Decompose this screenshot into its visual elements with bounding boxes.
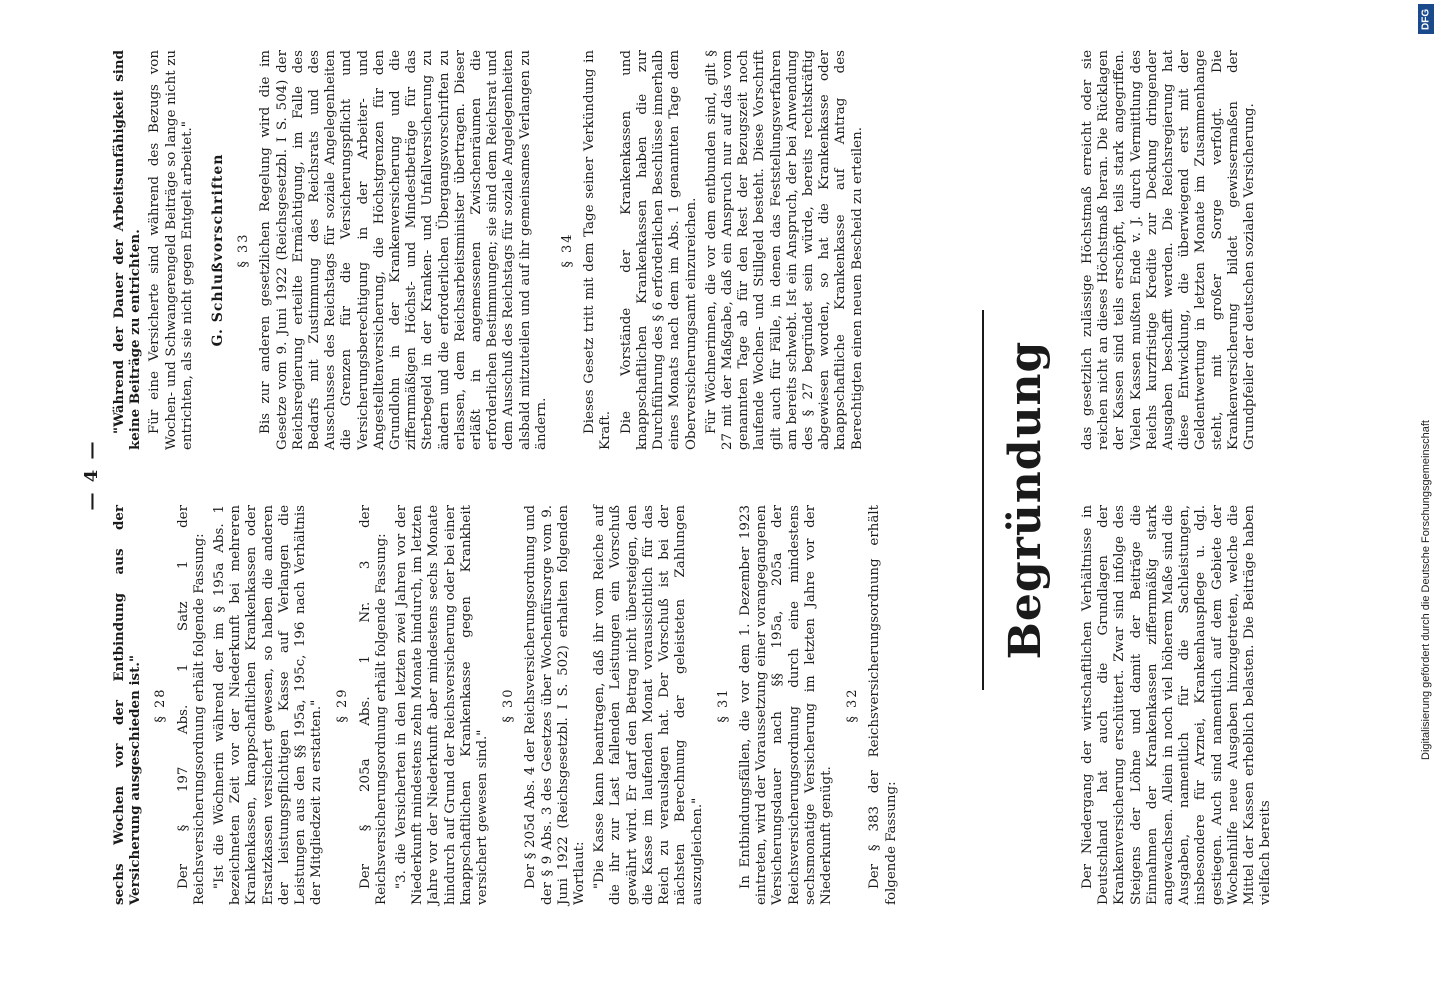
digitization-note: Digitalisierung gefördert durch die Deutsche Forschungsgemeinschaft	[1420, 420, 1432, 760]
horizontal-rule	[982, 310, 984, 690]
begruendung-left-column	[1080, 505, 1278, 905]
section-34-text-3: Für Wöchnerinnen, die vor dem entbunden sind, gilt § 27 mit der Maßgabe, daß ein Anspruch nur auf das vom genannten Tage ab für den Rest der Bezugszeit noch laufende Wochen- und Stillgeld besteht. Diese Vorschrift gilt auch für Fälle, in denen das Feststellungsverfahren am bereits schwebt. Ist ein Anspruch, der bei Anwendung des § 27 begründet sein würde, bereits rechtskräftig abgewiesen worden, so hat die Krankenkasse oder knappschaftliche Krankenkasse auf Antrag des Berechtigten einen neuen Bescheid zu erteilen.	[703, 50, 865, 450]
section-29-text: Der § 205a Abs. 1 Nr. 3 der Reichsversicherungsordnung erhält folgende Fassung:	[357, 505, 389, 905]
section-30-text: Der § 205d Abs. 4 der Reichsversicherungsordnung und der § 9 Abs. 3 des Gesetzes über Wochenfürsorge vom 9. Juni 1922 (Reichsgesetzbl. I S. 502) erhalten folgenden Wortlaut:	[523, 505, 588, 905]
page-number: — 4 —	[81, 439, 102, 511]
intro-quote-continued: Für eine Versicherte sind während des Bezugs von Wochen- und Schwangerengeld Beiträge so lange nicht zu entrichten, als sie nicht gegen Entgelt arbeitet."	[147, 50, 195, 450]
section-29-quote: "3. die Versicherten in den letzten zwei Jahren vor der Niederkunft mindestens zehn Monate hindurch, im letzten Jahre vor der Niederkunft aber mindestens sechs Monate hindurch auf Grund der Reichsversicherung oder bei einer knappschaftlichen Krankenkasse gegen Krankheit versichert gewesen sind."	[394, 505, 491, 905]
section-34-sign: § 34	[560, 232, 576, 268]
begruendung-right-paragraph: das gesetzlich zulässige Höchstmaß erreicht oder sie reichen nicht an dieses Höchstmaß heran. Die Rücklagen der Kassen sind teils erschöpft, teils stark angegriffen. Vielen Kassen mußten Ende v. J. durch Vermittlung des Reichs kurzfristige Kredite zur Deckung dringender Ausgaben beschafft werden. Die Reichsregierung hat diese Entwicklung, die überwiegend erst mit der Geldentwertung in letzten Monate im Zusammenhange steht, mit großer Sorge verfolgt. Die Krankenversicherung bildet gewissermaßen der Grundpfeiler der deutschen sozialen Versicherung.	[1080, 50, 1258, 450]
section-30-quote: "Die Kasse kann beantragen, daß ihr vom Reiche auf die ihr zur Last fallenden Leistungen ein Vorschuß gewährt wird. Er darf den Betrag nicht übersteigen, den die Kasse im laufenden Monat voraussichtlich für das Reich zu verauslagen hat. Der Vorschuß ist bei der nächsten Berechnung der geleisteten Zahlungen auszugleichen."	[592, 505, 705, 905]
section-31-sign: § 31	[715, 687, 731, 723]
section-33-sign: § 33	[236, 232, 252, 268]
section-28-quote: "Ist die Wöchnerin während der im § 195a Abs. 1 bezeichneten Zeit vor der Niederkunft bei mehreren Krankenkassen, knappschaftlichen Krankenkassen oder Ersatzkassen versichert gewesen, so haben die anderen der leistungspflichtigen Kasse auf Verlangen die Leistungen aus den §§ 195a, 195c, 196 nach Verhältnis der Mitgliedzeit zu erstatten."	[212, 505, 325, 905]
section-29-sign: § 29	[335, 687, 351, 723]
section-28-text: Der § 197 Abs. 1 Satz 1 der Reichsversicherungsordnung erhält folgende Fassung:	[175, 505, 207, 905]
begruendung-title: Begründung	[1000, 340, 1051, 660]
right-column	[111, 50, 870, 450]
intro-quote: "Während der Dauer der Arbeitsunfähigkeit sind keine Beiträge zu entrichten.	[111, 50, 144, 450]
lower-text-band	[1080, 45, 1390, 905]
section-33-text: Bis zur anderen gesetzlichen Regelung wird die im Gesetze vom 9. Juni 1922 (Reichsgesetzbl. I S. 504) der Reichsregierung erteilte Ermächtigung, im Falle des Bedarfs mit Zustimmung des Reichsrats und des Ausschusses des Reichstags für soziale Angelegenheiten die Grenzen für die Versicherungspflicht und Versicherungsberechtigung in der Arbeiter- und Angestelltenversicherung, die Höchstgrenzen für den Grundlohn in der Krankenversicherung und die ziffernmäßigen Höchst- und Mindestbeträge für das Sterbegeld in der Kranken- und Unfallversicherung zu ändern und die erforderlichen Übergangsvorschriften zu erlassen, dem Reichsarbeitsminister übertragen. Dieser erläßt in angemessenen Zwischenräumen die erforderlichen Bestimmungen; sie sind dem Reichsrat und dem Ausschuß des Reichstags für soziale Angelegenheiten alsbald mitzuteilen und auf ihr gemeinsames Verlangen zu ändern.	[258, 50, 549, 450]
section-heading: G. Schlußvorschriften	[210, 153, 227, 347]
begruendung-right-column	[1080, 50, 1262, 450]
section-30-sign: § 30	[501, 687, 517, 723]
section-32-text: Der § 383 der Reichsversicherungsordnung erhält folgende Fassung:	[867, 505, 899, 905]
section-34-text: Dieses Gesetz tritt mit dem Tage seiner Verkündung in Kraft.	[582, 50, 614, 450]
begruendung-left-paragraph: Der Niedergang der wirtschaftlichen Verhältnisse in Deutschland hat auch die Grundlagen der Krankenversicherung erschüttert. Zwar sind infolge des Steigens der Löhne und damit der Beiträge die Einnahmen der Krankenkassen ziffernmäßig stark angewachsen. Allein in noch viel höherem Maße sind die Ausgaben, namentlich für die Sachleistungen, insbesondere für Arznei, Krankenhauspflege u. dgl. gestiegen. Auch sind namentlich auf dem Gebiete der Wochenhilfe neue Ausgaben hinzugetreten, welche die Mittel der Kassen erheblich belasten. Die Beiträge haben vielfach bereits	[1080, 505, 1274, 905]
section-32-sign: § 32	[845, 687, 861, 723]
dfg-logo: DFG	[1418, 4, 1434, 34]
upper-text-band	[81, 45, 965, 905]
section-28-sign: § 28	[153, 687, 169, 723]
rotated-scanned-page	[70, 0, 1400, 1000]
section-31-text: In Entbindungsfällen, die vor dem 1. Dezember 1923 eintreten, wird der Voraussetzung einer vorangegangenen Versicherungsdauer nach §§ 195a, 205a der Reichsversicherungsordnung durch eine mindestens sechsmonatige Versicherung im letzten Jahre vor der Niederkunft genügt.	[737, 505, 834, 905]
intro-paragraph: sechs Wochen vor der Entbindung aus der Versicherung ausgeschieden ist."	[111, 505, 144, 905]
left-column	[111, 505, 904, 905]
document-page	[70, 0, 1400, 1000]
section-34-text-2: Die Vorstände der Krankenkassen und knappschaftlichen Krankenkassen haben die zur Durchführung des § 6 erforderlichen Beschlüsse innerhalb eines Monats nach dem im Abs. 1 genannten Tage dem Oberversicherungsamt einzureichen.	[618, 50, 699, 450]
